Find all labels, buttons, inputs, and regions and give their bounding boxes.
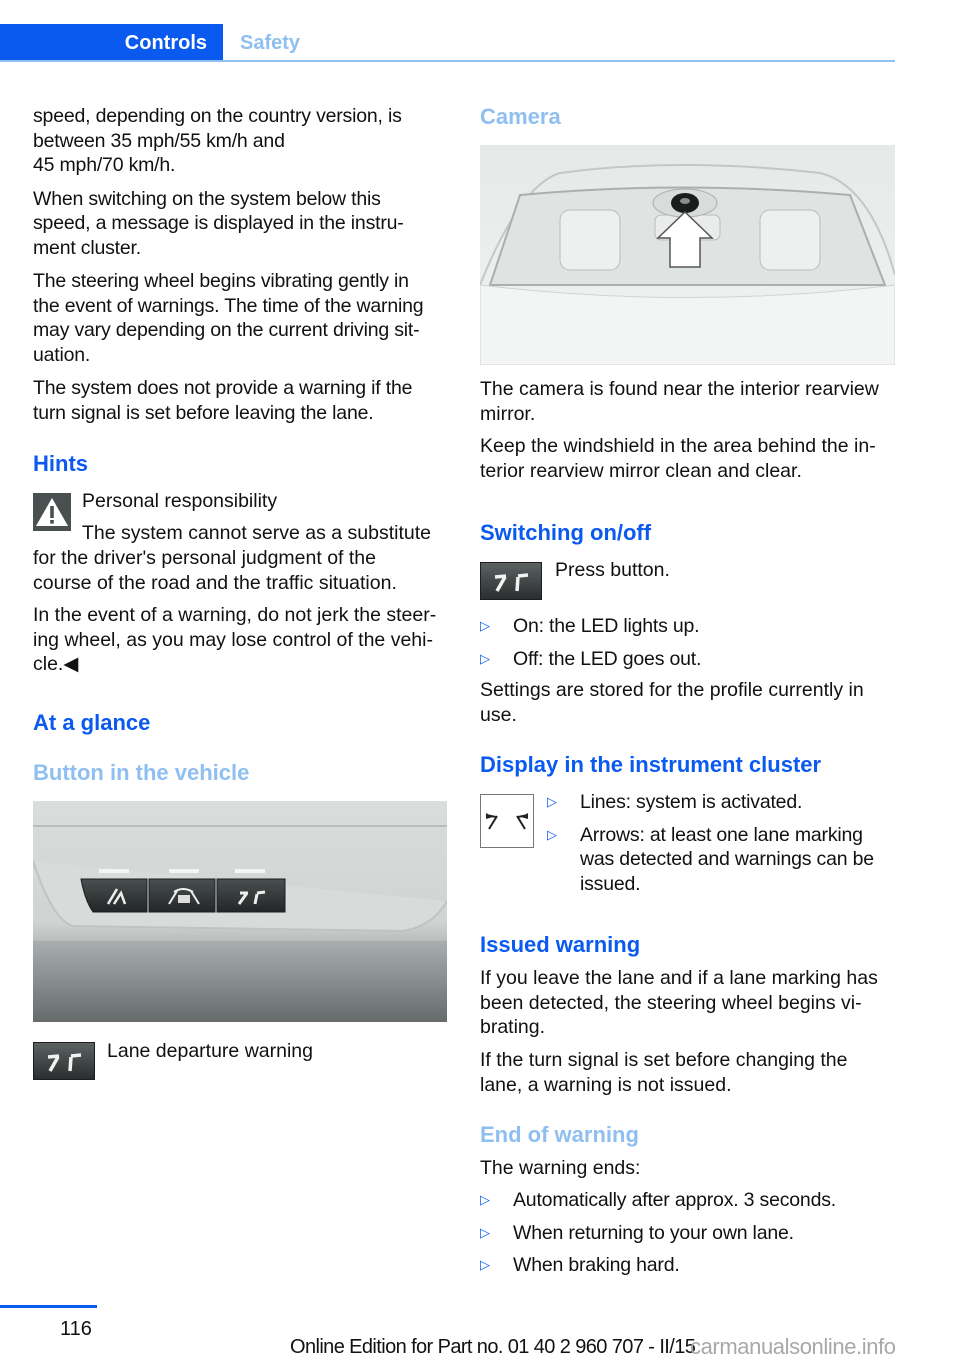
end-intro: The warning ends: <box>480 1157 641 1179</box>
tab-controls[interactable]: Controls <box>0 24 223 62</box>
text-line: mirror. <box>480 402 536 425</box>
text-line: 45 mph/70 km/h. <box>33 154 176 176</box>
paragraph-turn-signal <box>33 376 453 425</box>
triangle-bullet-icon: ▷ <box>547 794 557 809</box>
text-line: The steering wheel begins vibrating gently in <box>33 270 409 292</box>
list-item-text: Lines: system is activated. <box>580 791 803 813</box>
list-item-text: On: the LED lights up. <box>513 615 700 637</box>
button-panel-image <box>33 801 447 1022</box>
lane-departure-button-icon <box>33 1042 95 1080</box>
page-number: 116 <box>60 1318 92 1340</box>
list-item <box>480 1188 895 1213</box>
list-item <box>547 823 897 897</box>
text-line: cle.◀ <box>33 653 79 675</box>
list-item <box>480 647 895 672</box>
footer-divider <box>0 1305 97 1308</box>
paragraph-switching-below <box>33 187 453 261</box>
triangle-bullet-icon: ▷ <box>480 1224 490 1240</box>
heading-camera: Camera <box>480 104 561 129</box>
heading-at-a-glance: At a glance <box>33 710 151 735</box>
text-line: the event of warnings. The time of the warning <box>33 294 424 317</box>
warning-triangle-icon <box>33 493 71 531</box>
press-button-label: Press button. <box>555 559 670 581</box>
switching-list <box>480 614 895 679</box>
text-line: Settings are stored for the profile currently in <box>480 679 864 701</box>
camera-location-image <box>480 145 895 365</box>
list-item-text: Automatically after approx. 3 seconds. <box>513 1189 836 1211</box>
text-line: use. <box>480 703 517 726</box>
text-line: ment cluster. <box>33 236 141 259</box>
text-line: may vary depending on the current driving sit- <box>33 319 420 341</box>
warning-line: course of the road and the traffic situation. <box>33 572 397 594</box>
text-line: speed, a message is displayed in the instru- <box>33 212 404 234</box>
list-item-text: Off: the LED goes out. <box>513 647 702 670</box>
text-line: ing wheel, as you may lose control of the vehi- <box>33 628 433 651</box>
text-line: If you leave the lane and if a lane marking has <box>480 967 878 989</box>
lane-departure-button-icon <box>480 562 542 600</box>
paragraph-jerk-warning <box>33 603 436 677</box>
text-line: brating. <box>480 1016 546 1038</box>
header-divider <box>0 60 895 62</box>
list-item-text: issued. <box>580 872 641 895</box>
text-line: terior rearview mirror clean and clear. <box>480 459 802 482</box>
display-list <box>547 790 897 904</box>
triangle-bullet-icon: ▷ <box>480 618 490 633</box>
list-item-text: When braking hard. <box>513 1254 680 1276</box>
settings-note <box>480 678 864 727</box>
text-line: When switching on the system below this <box>33 187 381 210</box>
tab-safety[interactable]: Safety <box>240 32 301 54</box>
triangle-bullet-icon: ▷ <box>480 1257 490 1272</box>
text-line: speed, depending on the country version, is <box>33 105 402 127</box>
list-item-text: Arrows: at least one lane marking <box>580 823 863 846</box>
triangle-bullet-icon: ▷ <box>480 1192 490 1207</box>
warning-line: for the driver's personal judgment of the <box>33 547 376 569</box>
heading-switching: Switching on/off <box>480 520 652 545</box>
text-line: lane, a warning is not issued. <box>480 1073 732 1096</box>
camera-paragraph-1 <box>480 377 879 426</box>
watermark: carmanualsonline.info <box>690 1334 896 1359</box>
issued-paragraph-2 <box>480 1048 847 1097</box>
text-line: been detected, the steering wheel begins vi- <box>480 991 862 1014</box>
heading-issued-warning: Issued warning <box>480 932 641 957</box>
list-item-text: When returning to your own lane. <box>513 1221 794 1244</box>
warning-line: The system cannot serve as a substitute <box>82 522 432 544</box>
edition-text: Online Edition for Part no. 01 40 2 960 707 - II/15 <box>290 1336 696 1358</box>
heading-hints: Hints <box>33 451 88 476</box>
heading-display-cluster: Display in the instrument cluster <box>480 752 822 777</box>
triangle-bullet-icon: ▷ <box>480 650 490 666</box>
list-item-text: was detected and warnings can be <box>580 848 874 870</box>
text-line: Keep the windshield in the area behind the in- <box>480 435 876 457</box>
text-line: turn signal is set before leaving the lane. <box>33 401 374 424</box>
triangle-bullet-icon: ▷ <box>547 826 557 842</box>
chapter-header <box>0 24 895 62</box>
list-item <box>480 614 895 639</box>
intro-text <box>33 104 453 434</box>
heading-button-in-vehicle: Button in the vehicle <box>33 760 250 785</box>
warning-title: Personal responsibility <box>82 490 278 512</box>
lane-departure-label: Lane departure warning <box>107 1040 313 1062</box>
paragraph-vibration <box>33 269 453 367</box>
text-line: In the event of a warning, do not jerk the steer- <box>33 604 437 626</box>
lane-lines-cluster-icon <box>480 794 534 848</box>
end-list <box>480 1188 895 1286</box>
list-item <box>480 1253 895 1278</box>
camera-paragraph-2 <box>480 434 876 483</box>
text-line: If the turn signal is set before changing the <box>480 1049 848 1071</box>
text-line: The system does not provide a warning if the <box>33 377 413 399</box>
text-line: uation. <box>33 343 91 366</box>
text-line: The camera is found near the interior rearview <box>480 378 879 400</box>
list-item <box>480 1221 895 1246</box>
text-line: between 35 mph/55 km/h and <box>33 129 285 152</box>
issued-paragraph-1 <box>480 966 878 1040</box>
paragraph-speed <box>33 104 453 178</box>
heading-end-of-warning: End of warning <box>480 1122 639 1147</box>
list-item <box>547 790 897 815</box>
